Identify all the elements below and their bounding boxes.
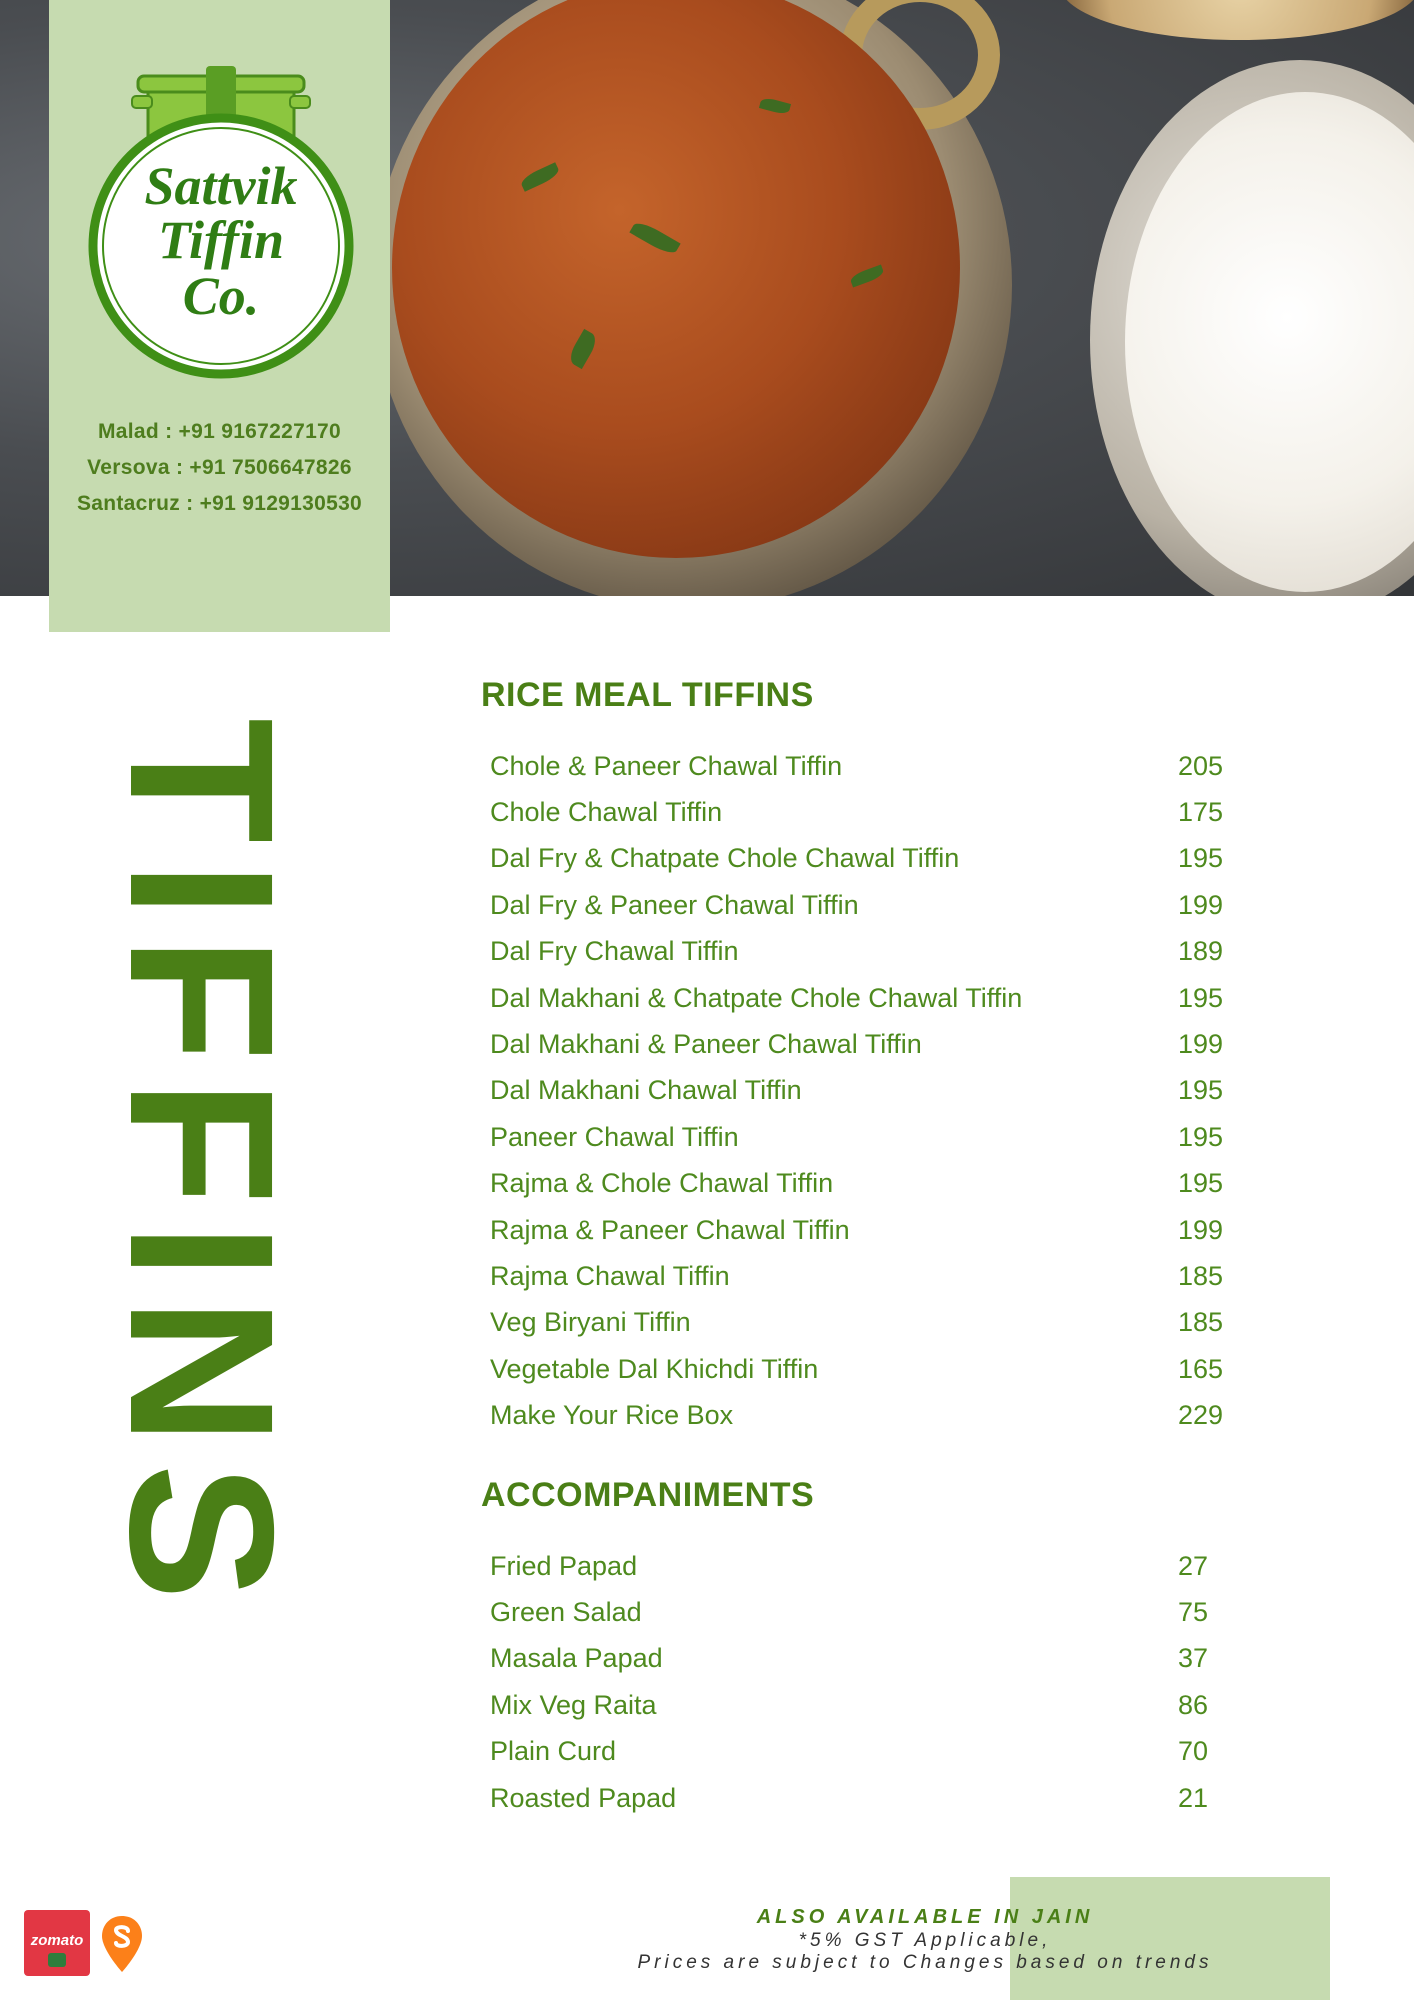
footer-notes — [560, 1904, 1290, 1974]
page-heading-vertical: TIFFINS — [87, 718, 316, 1619]
menu-item-name: Rajma Chawal Tiffin — [490, 1260, 730, 1291]
menu-item — [490, 1161, 1230, 1207]
menu-item-name: Dal Makhani & Paneer Chawal Tiffin — [490, 1029, 922, 1060]
menu-item-price: 21 — [1178, 1782, 1209, 1813]
menu-item — [490, 1346, 1230, 1392]
menu-item-name: Plain Curd — [490, 1736, 617, 1767]
section-title-accompaniments: ACCOMPANIMENTS — [481, 1476, 815, 1514]
menu-item-price: 199 — [1178, 889, 1224, 920]
menu-item — [490, 1589, 1230, 1635]
menu-item-name: Masala Papad — [490, 1643, 663, 1674]
menu-item — [490, 1775, 1230, 1821]
menu-item-price: 165 — [1178, 1353, 1224, 1384]
menu-item-price: 195 — [1178, 843, 1224, 874]
menu-item-name: Mix Veg Raita — [490, 1689, 657, 1720]
menu-item-price: 185 — [1178, 1307, 1224, 1338]
accompaniments-list — [490, 1543, 1230, 1821]
logo-line-3: Co. — [182, 266, 260, 326]
menu-item — [490, 1682, 1230, 1728]
menu-item — [490, 882, 1230, 928]
menu-item — [490, 1253, 1230, 1299]
contact-versova[interactable]: Versova : +91 7506647826 — [87, 456, 352, 479]
contact-malad[interactable]: Malad : +91 9167227170 — [97, 420, 342, 443]
logo-line-2: Tiffin — [157, 210, 285, 270]
contact-santacruz[interactable]: Santacruz : +91 9129130530 — [76, 492, 363, 515]
zomato-logo[interactable] — [24, 1910, 90, 1976]
menu-item-name: Dal Makhani & Chatpate Chole Chawal Tiffin — [490, 982, 1023, 1013]
menu-item-price: 229 — [1178, 1400, 1224, 1431]
zomato-badge-icon — [48, 1953, 66, 1967]
menu-item-price: 205 — [1178, 750, 1224, 781]
menu-item — [490, 1636, 1230, 1682]
jain-availability-note: ALSO AVAILABLE IN JAIN — [756, 1906, 1094, 1928]
logo-line-1: Sattvik — [144, 156, 298, 216]
menu-item-name: Fried Papad — [490, 1550, 638, 1581]
menu-item-price: 37 — [1178, 1643, 1209, 1674]
menu-item — [490, 743, 1230, 789]
menu-item — [490, 975, 1230, 1021]
menu-item-price: 27 — [1178, 1550, 1209, 1581]
gst-note: *5% GST Applicable, — [798, 1930, 1052, 1951]
section-title-rice-meal: RICE MEAL TIFFINS — [481, 676, 814, 714]
menu-item-name: Make Your Rice Box — [490, 1400, 734, 1431]
menu-item — [490, 1068, 1230, 1114]
menu-item-name: Chole Chawal Tiffin — [490, 797, 723, 828]
menu-item-price: 70 — [1178, 1736, 1209, 1767]
menu-item — [490, 1114, 1230, 1160]
menu-item-name: Green Salad — [490, 1597, 642, 1628]
menu-item-price: 86 — [1178, 1689, 1209, 1720]
menu-item-name: Rajma & Paneer Chawal Tiffin — [490, 1214, 850, 1245]
zomato-wordmark: zomato — [30, 1932, 84, 1949]
menu-item-price: 175 — [1178, 797, 1224, 828]
menu-item — [490, 1021, 1230, 1067]
price-change-note: Prices are subject to Changes based on trends — [637, 1952, 1213, 1973]
menu-item-price: 195 — [1178, 982, 1224, 1013]
menu-item — [490, 1543, 1230, 1589]
menu-item-name: Paneer Chawal Tiffin — [490, 1121, 739, 1152]
menu-item-name: Dal Makhani Chawal Tiffin — [490, 1075, 802, 1106]
menu-item — [490, 836, 1230, 882]
menu-item-name: Dal Fry & Chatpate Chole Chawal Tiffin — [490, 843, 960, 874]
sattvik-tiffin-logo — [80, 64, 362, 382]
menu-item-price: 195 — [1178, 1121, 1224, 1152]
swiggy-logo-icon[interactable] — [100, 1914, 144, 1974]
menu-item — [490, 929, 1230, 975]
menu-item-name: Vegetable Dal Khichdi Tiffin — [490, 1353, 819, 1384]
menu-item-price: 75 — [1178, 1597, 1209, 1628]
menu-item — [490, 1207, 1230, 1253]
menu-item — [490, 1300, 1230, 1346]
menu-item-name: Dal Fry Chawal Tiffin — [490, 936, 739, 967]
menu-item-price: 189 — [1178, 936, 1224, 967]
menu-item-name: Roasted Papad — [490, 1782, 677, 1813]
menu-item-name: Rajma & Chole Chawal Tiffin — [490, 1168, 834, 1199]
menu-item-name: Veg Biryani Tiffin — [490, 1307, 691, 1338]
menu-item-name: Chole & Paneer Chawal Tiffin — [490, 750, 843, 781]
menu-item-price: 195 — [1178, 1168, 1224, 1199]
rice-meal-list — [490, 743, 1230, 1439]
contact-numbers — [49, 414, 390, 522]
menu-item — [490, 1729, 1230, 1775]
menu-item — [490, 1392, 1230, 1438]
menu-item-name: Dal Fry & Paneer Chawal Tiffin — [490, 889, 859, 920]
menu-item-price: 199 — [1178, 1029, 1224, 1060]
menu-item-price: 199 — [1178, 1214, 1224, 1245]
menu-item — [490, 789, 1230, 835]
menu-item-price: 195 — [1178, 1075, 1224, 1106]
menu-item-price: 185 — [1178, 1260, 1224, 1291]
